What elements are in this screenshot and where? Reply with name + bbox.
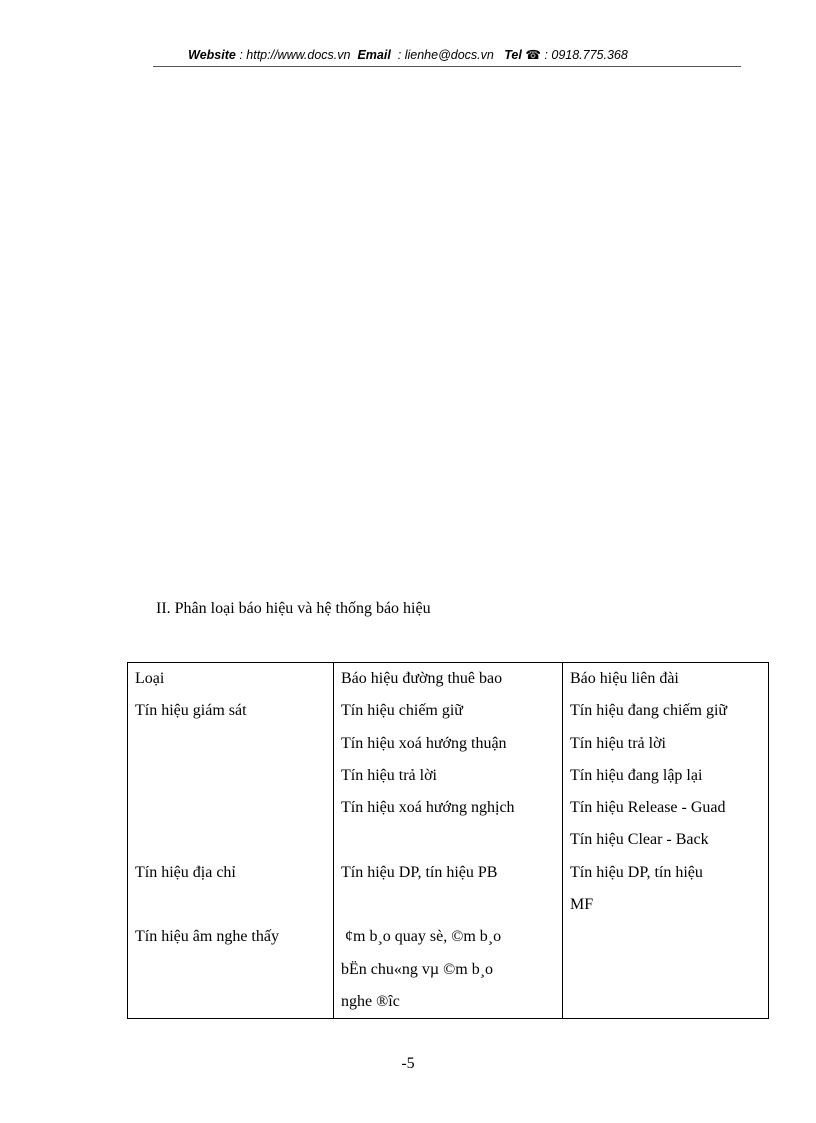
interoffice-signal: Tín hiệu Clear - Back [570, 831, 709, 849]
email-value: : lienhe@docs.vn [397, 48, 494, 62]
subscriber-signal: Tín hiệu chiếm giữ [341, 702, 463, 720]
type-cell [128, 921, 334, 1018]
signal-classification-table [127, 662, 769, 1019]
type-cell [128, 695, 334, 856]
table-row-audible [128, 921, 769, 1018]
interoffice-signal: MF [570, 896, 594, 914]
header-cell-interoffice: Báo hiệu liên đài [563, 663, 769, 696]
header-cell-subscriber: Báo hiệu đường thuê bao [334, 663, 563, 696]
header-cell-type: Loại [128, 663, 334, 696]
interoffice-cell [563, 857, 769, 922]
subscriber-signal: nghe ®îc [341, 992, 400, 1010]
interoffice-cell [563, 695, 769, 856]
subscriber-cell [334, 695, 563, 856]
tel-value: : 0918.775.368 [544, 48, 628, 62]
type-label: Tín hiệu địa chỉ [135, 863, 236, 881]
page-header [0, 47, 816, 62]
header-divider [153, 66, 741, 67]
type-cell [128, 857, 334, 922]
interoffice-signal: Tín hiệu đang lập lại [570, 766, 703, 784]
table-row-supervisory [128, 695, 769, 856]
subscriber-signal: Tín hiệu trả lời [341, 766, 437, 784]
subscriber-signal: Tín hiệu xoá hướng thuận [341, 734, 507, 752]
table-header-row [128, 663, 769, 696]
subscriber-signal: Tín hiệu DP, tín hiệu PB [341, 863, 498, 881]
table-row-address [128, 857, 769, 922]
subscriber-signal: ¢m b¸o quay sè, ©m b¸o [341, 928, 502, 946]
page-number: -5 [401, 1055, 415, 1072]
type-label: Tín hiệu âm nghe thấy [135, 928, 279, 946]
email-label: Email [357, 48, 391, 62]
interoffice-signal: Tín hiệu Release - Guad [570, 799, 726, 817]
section-title: II. Phân loại báo hiệu và hệ thống báo hiệu [156, 600, 431, 617]
interoffice-signal: Tín hiệu trả lời [570, 734, 666, 752]
type-label: Tín hiệu giám sát [135, 702, 247, 720]
subscriber-cell [334, 921, 563, 1018]
website-label: Website [188, 48, 236, 62]
phone-icon: ☎ [525, 48, 541, 62]
subscriber-signal: bËn chu«ng vµ ©m b¸o [341, 960, 494, 978]
subscriber-cell [334, 857, 563, 922]
website-value: : http://www.docs.vn [239, 48, 351, 62]
subscriber-signal: Tín hiệu xoá hướng nghịch [341, 799, 515, 817]
tel-label: Tel [504, 48, 522, 62]
interoffice-signal: Tín hiệu đang chiếm giữ [570, 702, 728, 720]
interoffice-cell [563, 921, 769, 1018]
interoffice-signal: Tín hiệu DP, tín hiệu [570, 863, 703, 881]
